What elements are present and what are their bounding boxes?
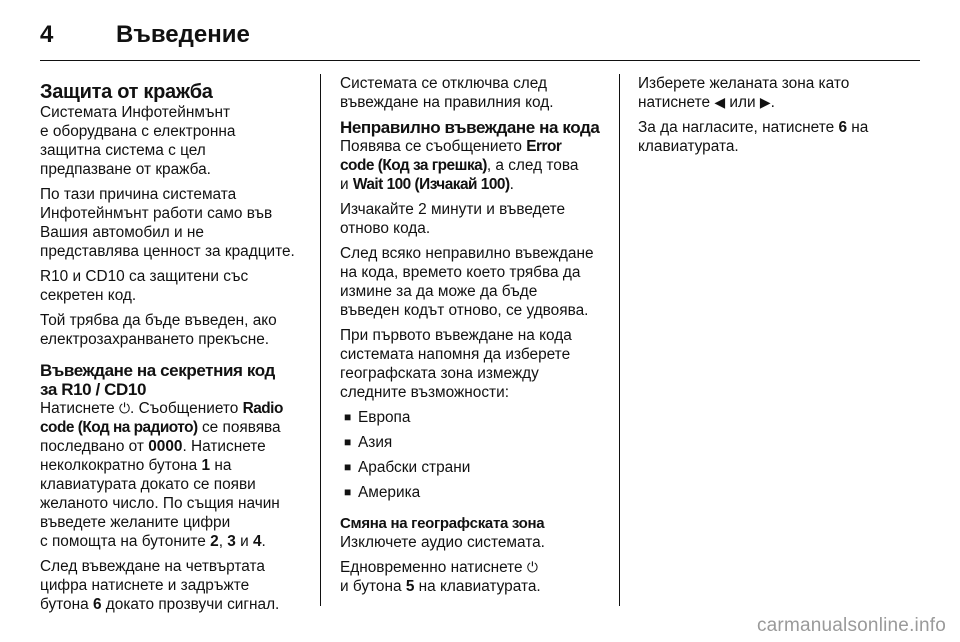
- heading-enter-code: Въвеждане на секретния код за R10 / CD10: [40, 361, 275, 399]
- paragraph-error-message: Появява се съобщението Error code (Код за грешка), а след това и Wait 100 (Изчакай 100).: [340, 138, 579, 193]
- heading-change-zone: Смяна на географската зона: [340, 515, 545, 532]
- page-number: 4: [40, 21, 54, 48]
- bullet-icon: ■: [344, 485, 352, 499]
- paragraph-doubling: След всяко неправилно въвеждане на кода, времето което трябва да измине за да може да бъде въведен кодът отново, се удвоява.: [340, 245, 594, 319]
- paragraph-confirm-zone: За да нагласите, натиснете 6 на клавиатурата.: [638, 119, 869, 155]
- power-icon: ⏻: [526, 559, 538, 575]
- paragraph-press-keys: Едновременно натиснете ⏻ и бутона 5 на клавиатурата.: [340, 559, 541, 595]
- paragraph-power-loss: Той трябва да бъде въведен, ако електрозахранването прекъсне.: [40, 312, 277, 348]
- list-item: ■ Европа: [340, 408, 610, 427]
- list-item: ■ Америка: [340, 483, 610, 502]
- heading-wrong-code: Неправилно въвеждане на кода: [340, 118, 600, 137]
- list-item: ■ Арабски страни: [340, 458, 610, 477]
- paragraph-enter-code-steps: Натиснете ⏻. Съобщението Radio code (Код на радиото) се появява последвано от 0000. Натиснете неколкократно бутона 1 на клавиатурата докато се появи желаното число. По същия начин въведете желаните цифри с помощта на бутоните 2, 3 и 4.: [40, 400, 283, 550]
- paragraph-wait: Изчакайте 2 минути и въведете отново кода.: [340, 201, 566, 237]
- column-2: [340, 74, 610, 602]
- paragraph-unlock: Системата се отключва след въвеждане на правилния код.: [340, 75, 554, 111]
- heading-anti-theft: Защита от кражба: [40, 81, 213, 103]
- paragraph-zone-prompt: При първото въвеждане на кода системата напомня да изберете географската зона измежду следните възможности:: [340, 327, 572, 401]
- column-divider-2: [619, 74, 620, 606]
- paragraph-select-zone: Изберете желаната зона като натиснете ◀ или ▶.: [638, 75, 850, 111]
- bullet-icon: ■: [344, 410, 352, 424]
- column-3: [638, 74, 908, 162]
- page-title: Въведение: [116, 21, 250, 48]
- bullet-icon: ■: [344, 460, 352, 474]
- watermark: carmanualsonline.info: [756, 615, 946, 636]
- paragraph-switch-off: Изключете аудио системата.: [340, 534, 545, 551]
- paragraph-protected-models: R10 и CD10 са защитени със секретен код.: [40, 268, 249, 304]
- right-arrow-icon: ▶: [759, 94, 771, 110]
- power-icon: ⏻: [118, 400, 131, 416]
- column-divider-1: [320, 74, 321, 606]
- left-arrow-icon: ◀: [714, 94, 726, 110]
- page-header: [40, 18, 920, 52]
- paragraph-anti-theft-reason: По тази причина системата Инфотейнмънт работи само във Вашия автомобил и не представлява ценност за крадците.: [40, 186, 295, 260]
- paragraph-confirm-code: След въвеждане на четвъртата цифра натиснете и задръжте бутона 6 докато прозвучи сигнал.: [40, 558, 280, 613]
- list-item: ■ Азия: [340, 433, 610, 452]
- bullet-icon: ■: [344, 435, 352, 449]
- header-rule: [40, 60, 920, 61]
- paragraph-anti-theft-intro: Системата Инфотейнмънт е оборудвана с електронна защитна система с цел предпазване от кражба.: [40, 104, 236, 178]
- column-1: [40, 74, 310, 620]
